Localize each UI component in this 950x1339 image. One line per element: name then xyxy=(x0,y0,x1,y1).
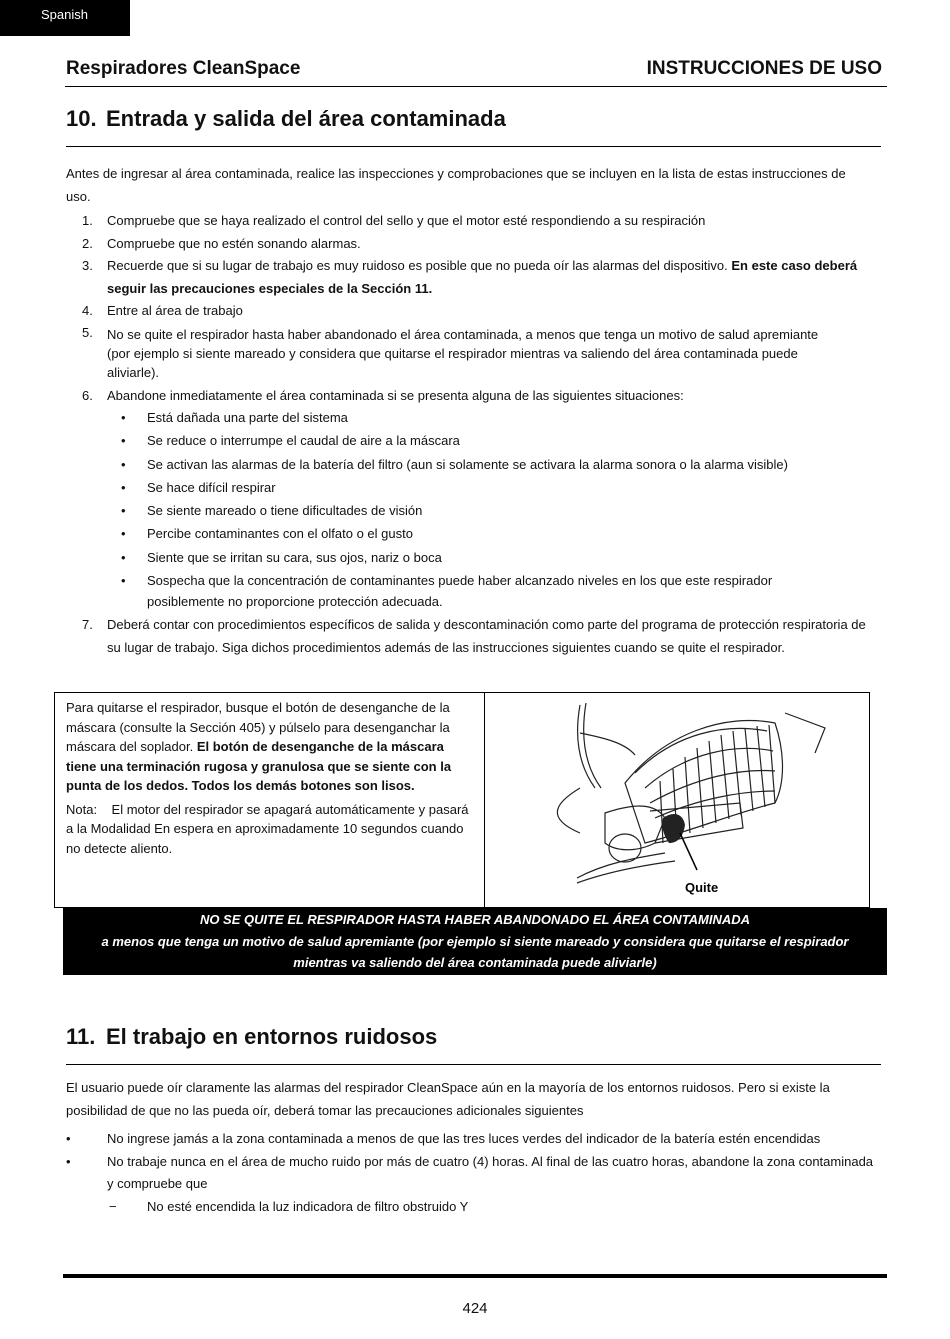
step-3-emphasis: En este caso deberá seguir las precauciones especiales de la Sección 11. xyxy=(107,258,858,296)
figure-label: Quite xyxy=(685,880,719,895)
section-10-number: 10. xyxy=(66,106,97,131)
header-doc-type: INSTRUCCIONES DE USO xyxy=(646,58,882,79)
warning-line-1: NO SE QUITE EL RESPIRADOR HASTA HABER ABANDONADO EL ÁREA CONTAMINADA xyxy=(199,912,751,927)
respirator-release-figure xyxy=(485,693,870,907)
list-item: • No ingrese jamás a la zona contaminada a menos de que las tres luces verdes del indicador de la batería estén encendidas xyxy=(66,1131,821,1146)
language-tab: Spanish xyxy=(0,0,130,36)
steps-list xyxy=(66,210,881,659)
note-label: Nota: xyxy=(66,801,98,817)
section-10-title: Entrada y salida del área contaminada xyxy=(106,106,506,131)
release-button-description: El botón de desenganche de la máscara tiene una terminación rugosa y granulosa que se siente con la punta de los dedos. Todos los demás botones son lisos. xyxy=(66,739,452,793)
list-item: • No trabaje nunca en el área de mucho ruido por más de cuatro (4) horas. Al final de las cuatro horas, abandone la zona contaminada y compruebe que xyxy=(66,1153,874,1191)
situations-list xyxy=(107,407,881,612)
step-item: 7. Deberá contar con procedimientos específicos de salida y descontaminación como parte del programa de protección respiratoria de su lugar de trabajo. Siga dichos procedimientos además de las instrucciones siguientes cuando se quite el respirador. xyxy=(82,617,866,655)
list-item: • Se hace difícil respirar xyxy=(121,479,276,495)
section-11-number: 11. xyxy=(66,1024,96,1049)
step-item: 6. Abandone inmediatamente el área contaminada si se presenta alguna de las siguientes situaciones: • Está dañada una parte del sistema • Se reduce o interrumpe el caudal de aire a la máscara • Se activan las alarmas de la batería del filtro (aun si solamente se activara la alarma sonora o la alarma visible) • Se hace difícil respirar • Se siente mareado o tiene dificultades de visión • Percibe contaminantes con el olfato o el gusto • Siente que se irritan su cara, sus ojos, nariz o boca • Sospecha que la concentración de contaminantes puede haber alcanzado niveles en los que este respirador posiblemente no proporcione protección adecuada. xyxy=(66,385,881,613)
list-item: • Sospecha que la concentración de contaminantes puede haber alcanzado niveles en los que este respirador posiblemente no proporcione protección adecuada. xyxy=(121,573,773,610)
list-item: • Está dañada una parte del sistema xyxy=(121,410,348,425)
section-11-title: El trabajo en entornos ruidosos xyxy=(106,1024,438,1049)
warning-line-2: a menos que tenga un motivo de salud apremiante (por ejemplo si siente mareado y considera que quitarse el respirador mientras va saliendo del área contaminada puede aliviarle) xyxy=(101,933,849,970)
step-item: 1. Compruebe que se haya realizado el control del sello y que el motor esté respondiendo a su respiración xyxy=(82,213,706,228)
respirator-illustration xyxy=(485,693,870,907)
warning-banner xyxy=(63,908,887,975)
list-item: • Se reduce o interrumpe el caudal de aire a la máscara xyxy=(121,433,460,449)
step-item: 5. No se quite el respirador hasta haber abandonado el área contaminada, a menos que tenga un motivo de salud apremiante (por ejemplo si siente mareado y considera que quitarse el respirador mientras va saliendo del área contaminada puede aliviarle). xyxy=(82,324,819,380)
section-11-heading xyxy=(66,1024,881,1065)
header-product: Respiradores CleanSpace xyxy=(66,58,301,79)
section-10-intro: Antes de ingresar al área contaminada, realice las inspecciones y comprobaciones que se incluyen en la lista de estas instrucciones de uso. xyxy=(66,166,846,204)
list-item: • Percibe contaminantes con el olfato o el gusto xyxy=(121,526,413,542)
removal-instructions-box xyxy=(54,692,870,908)
list-item: • Se siente mareado o tiene dificultades de visión xyxy=(121,503,423,519)
section-11-intro: El usuario puede oír claramente las alarmas del respirador CleanSpace aún en la mayoría de los entornos ruidosos. Pero si existe la posibilidad de que no las pueda oír, deberá tomar las precauciones adicionales siguientes xyxy=(66,1080,830,1118)
note-paragraph: Nota: El motor del respirador se apagará automáticamente y pasará a la Modalidad En espera en aproximadamente 10 segundos cuando no detecte aliento. xyxy=(66,801,469,856)
removal-text xyxy=(66,698,476,862)
list-item: • Siente que se irritan su cara, sus ojos, nariz o boca xyxy=(121,549,442,565)
section-10-heading xyxy=(66,106,881,147)
page-header xyxy=(65,58,887,87)
page-number: 424 xyxy=(462,1300,488,1317)
list-item: • Se activan las alarmas de la batería del filtro (aun si solamente se activara la alarma sonora o la alarma visible) xyxy=(121,456,788,472)
step-item: 2. Compruebe que no estén sonando alarmas. xyxy=(82,235,361,251)
step-item: 4. Entre al área de trabajo xyxy=(82,303,243,318)
step-item: 3. Recuerde que si su lugar de trabajo es muy ruidoso es posible que no pueda oír las alarmas del dispositivo. En este caso deberá seguir las precauciones especiales de la Sección 11. xyxy=(82,258,858,296)
removal-paragraph: Para quitarse el respirador, busque el botón de desenganche de la máscara (consulte la Sección 405) y púlselo para desenganchar la máscara del soplador. El botón de desenganche de la máscara tiene una terminación rugosa y granulosa que se siente con la punta de los dedos. Todos los demás botones son lisos. xyxy=(66,700,452,793)
sub-list-item: − No esté encendida la luz indicadora de filtro obstruido Y xyxy=(109,1198,469,1214)
footer-rule xyxy=(63,1274,887,1278)
precautions-list xyxy=(66,1128,881,1218)
